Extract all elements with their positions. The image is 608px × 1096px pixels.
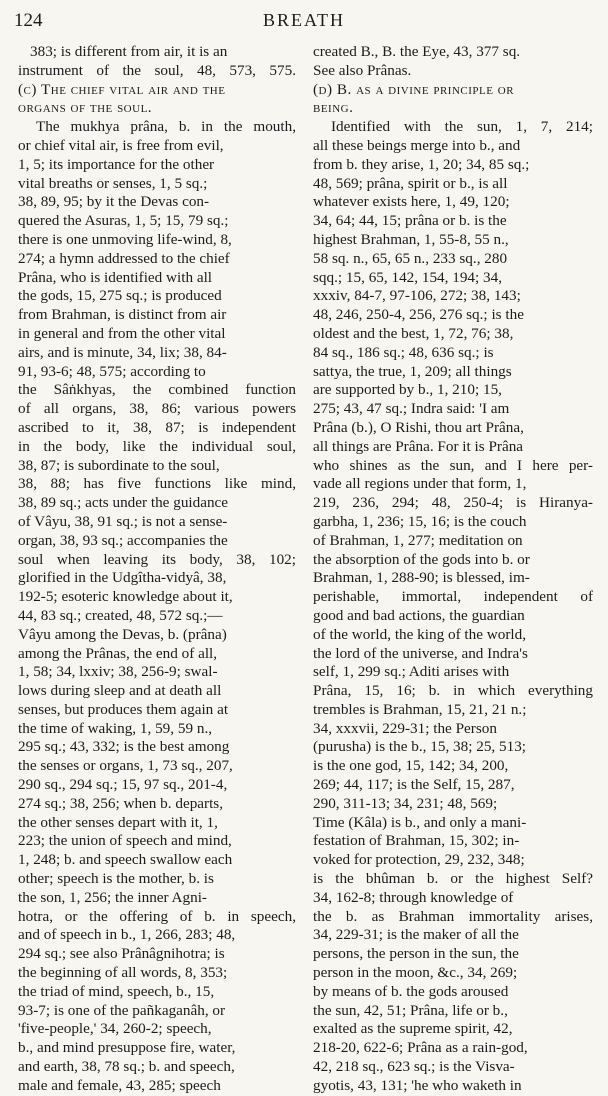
text-line: 1, 5; its importance for the other xyxy=(18,155,215,173)
text-line: the beginning of all words, 8, 353; xyxy=(18,964,228,982)
text-line: 219, 236, 294; 48, 250-4; is Hiranya- xyxy=(313,494,593,512)
text-line: 'five-people,' 34, 260-2; speech, xyxy=(18,1020,212,1038)
text-line: the absorption of the gods into b. or xyxy=(313,550,530,568)
text-line: of the world, the king of the world, xyxy=(313,625,527,643)
text-line: Prâna (b.), O Rishi, thou art Prâna, xyxy=(313,418,524,436)
text-line: in the body, like the individual soul, xyxy=(18,437,296,455)
text-line: 91, 93-6; 48, 575; according to xyxy=(18,362,206,380)
text-line: good and bad actions, the guardian xyxy=(313,606,525,624)
text-line: glorified in the Udgîtha-vidyâ, 38, xyxy=(18,569,227,587)
text-line: vade all regions under that form, 1, xyxy=(313,475,527,493)
text-line: 274; a hymn addressed to the chief xyxy=(18,249,230,267)
text-line: vital breaths or senses, 1, 5 sq.; xyxy=(18,174,208,192)
text-line: soul when leaving its body, 38, 102; xyxy=(18,550,296,568)
text-line: the senses or organs, 1, 73 sq., 207, xyxy=(18,757,233,775)
section-heading-line: being. xyxy=(313,99,354,117)
text-line: 34, 229-31; is the maker of all the xyxy=(313,926,519,944)
text-line: b., and mind presuppose fire, water, xyxy=(18,1039,236,1057)
text-line: created B., B. the Eye, 43, 377 sq. xyxy=(313,43,521,60)
text-line: 275; 43, 47 sq.; Indra said: 'I am xyxy=(313,400,510,418)
text-line: ascribed to it, 38, 87; is independent xyxy=(18,418,296,436)
text-line: 38, 89, 95; by it the Devas con- xyxy=(18,193,210,211)
text-line: the triad of mind, speech, b., 15, xyxy=(18,982,215,1000)
text-line: Prâna, who is identified with all xyxy=(18,268,213,286)
text-line: the son, 1, 256; the inner Agni- xyxy=(18,888,207,906)
text-line: whatever exists here, 1, 49, 120; xyxy=(313,193,510,211)
text-line: 295 sq.; 43, 332; is the best among xyxy=(18,738,230,756)
text-line: 38, 87; is subordinate to the soul, xyxy=(18,456,220,474)
text-line: 192-5; esoteric knowledge about it, xyxy=(18,588,233,606)
text-line: of Brahman, 1, 277; meditation on xyxy=(313,531,523,549)
text-line: and of speech in b., 1, 266, 283; 48, xyxy=(18,926,236,944)
text-line: 44, 83 sq.; created, 48, 572 sq.;— xyxy=(18,606,223,624)
text-line: or chief vital air, is free from evil, xyxy=(18,136,224,154)
text-line: gyotis, 43, 131; 'he who waketh in xyxy=(313,1076,522,1094)
text-line: 84 sq., 186 sq.; 48, 636 sq.; is xyxy=(313,343,494,361)
page-number: 124 xyxy=(14,10,43,31)
text-line: the Sâṅkhyas, the combined function xyxy=(18,381,296,399)
text-line: among the Prânas, the end of all, xyxy=(18,644,218,662)
text-line: Brahman, 1, 288-90; is blessed, im- xyxy=(313,569,530,587)
text-line: from Brahman, is distinct from air xyxy=(18,306,227,324)
text-line: senses, but produces them again at xyxy=(18,700,229,718)
text-line: quered the Asuras, 1, 5; 15, 79 sq.; xyxy=(18,212,229,230)
text-line: oldest and the best, 1, 72, 76; 38, xyxy=(313,324,514,342)
text-line: there is one unmoving life-wind, 8, xyxy=(18,230,232,248)
text-line: 269; 44, 117; is the Self, 15, 287, xyxy=(313,776,515,794)
text-line: is the one god, 15, 142; 34, 200, xyxy=(313,757,509,775)
text-line: male and female, 43, 285; speech xyxy=(18,1076,221,1094)
text-line: 34, 64; 44, 15; prâna or b. is the xyxy=(313,212,507,230)
text-line: 58 sq. n., 65, 65 n., 233 sq., 280 xyxy=(313,249,508,267)
text-line: Time (Kâla) is b., and only a mani- xyxy=(313,813,527,831)
left-column xyxy=(18,43,296,1096)
text-line: 294 sq.; see also Prânâgnihotra; is xyxy=(18,945,225,963)
text-line: self, 1, 299 sq.; Aditi arises with xyxy=(313,663,510,681)
text-line: exalted as the supreme spirit, 42, xyxy=(313,1020,513,1038)
text-line: in general and from the other vital xyxy=(18,324,226,342)
text-line: Identified with the sun, 1, 7, 214; xyxy=(331,118,593,136)
text-line: by means of b. the gods aroused xyxy=(313,982,509,1000)
text-line: voked for protection, 29, 232, 348; xyxy=(313,851,525,869)
text-line: the b. as Brahman immortality arises, xyxy=(313,907,593,925)
text-line: 48, 569; prâna, spirit or b., is all xyxy=(313,174,508,192)
text-line: of all organs, 38, 86; various powers xyxy=(18,400,296,418)
text-line: and earth, 38, 78 sq.; b. and speech, xyxy=(18,1058,235,1076)
section-heading-line: (d) B. as a divine principle or xyxy=(313,80,515,98)
text-line: persons, the person in the sun, the xyxy=(313,945,519,963)
text-line: from b. they arise, 1, 20; 34, 85 sq.; xyxy=(313,155,530,173)
text-line: 93-7; is one of the pañkaganâh, or xyxy=(18,1001,226,1019)
text-line: the time of waking, 1, 59, 59 n., xyxy=(18,719,213,737)
text-line: of Vâyu, 38, 91 sq.; is not a sense- xyxy=(18,512,228,530)
text-line: highest Brahman, 1, 55-8, 55 n., xyxy=(313,230,509,248)
text-line: lows during sleep and at death all xyxy=(18,682,222,700)
text-line: The mukhya prâna, b. in the mouth, xyxy=(36,118,296,136)
text-line: who shines as the sun, and I here per- xyxy=(313,456,593,474)
text-line: trembles is Brahman, 15, 21, 21 n.; xyxy=(313,700,527,718)
text-line: 42, 218 sq., 623 sq.; is the Visva- xyxy=(313,1058,515,1076)
text-line: the gods, 15, 275 sq.; is produced xyxy=(18,287,222,305)
text-line: hotra, or the offering of b. in speech, xyxy=(18,907,296,925)
running-head: BREATH xyxy=(262,10,345,30)
right-column xyxy=(313,43,593,1096)
text-line: 290 sq., 294 sq.; 15, 97 sq., 201-4, xyxy=(18,776,228,794)
text-line: Vâyu among the Devas, b. (prâna) xyxy=(18,625,227,643)
text-line: are supported by b., 1, 210; 15, xyxy=(313,381,502,399)
text-line: the sun, 42, 51; Prâna, life or b., xyxy=(313,1001,508,1019)
text-line: the lord of the universe, and Indra's xyxy=(313,644,528,662)
text-line: all things are Prâna. For it is Prâna xyxy=(313,437,524,455)
text-line: 48, 246, 250-4, 256, 276 sq.; is the xyxy=(313,306,524,324)
text-line: all these beings merge into b., and xyxy=(313,136,521,154)
text-line: 38, 88; has five functions like mind, xyxy=(18,475,296,493)
text-line: sqq.; 15, 65, 142, 154, 194; 34, xyxy=(313,268,503,286)
section-heading-line: (c) The chief vital air and the xyxy=(18,80,226,98)
text-line: 38, 89 sq.; acts under the guidance xyxy=(18,494,229,512)
text-line: organ, 38, 93 sq.; accompanies the xyxy=(18,531,228,549)
text-line: airs, and is minute, 34, lix; 38, 84- xyxy=(18,343,227,361)
text-line: garbha, 1, 236; 15, 16; is the couch xyxy=(313,512,527,530)
text-line: 1, 248; b. and speech swallow each xyxy=(18,851,233,869)
text-line: See also Prânas. xyxy=(313,61,412,79)
text-line: 1, 58; 34, lxxiv; 38, 256-9; swal- xyxy=(18,663,218,681)
text-line: Prâna, 15, 16; b. in which everything xyxy=(313,682,593,700)
text-line: instrument of the soul, 48, 573, 575. xyxy=(18,61,296,79)
text-line: 290, 311-13; 34, 231; 48, 569; xyxy=(313,794,498,812)
page-header xyxy=(14,10,594,34)
text-line: the other senses depart with it, 1, xyxy=(18,813,218,831)
text-line: 223; the union of speech and mind, xyxy=(18,832,232,850)
text-line: other; speech is the mother, b. is xyxy=(18,870,214,888)
text-line: is the bhûman b. or the highest Self? xyxy=(313,870,593,888)
section-heading-line: organs of the soul. xyxy=(18,99,153,117)
text-line: sattya, the true, 1, 209; all things xyxy=(313,362,512,380)
text-line: xxxiv, 84-7, 97-106, 272; 38, 143; xyxy=(313,287,521,305)
text-line: person in the moon, &c., 34, 269; xyxy=(313,964,518,982)
text-line: 34, xxxvii, 229-31; the Person xyxy=(313,719,497,737)
text-line: 274 sq.; 38, 256; when b. departs, xyxy=(18,794,224,812)
text-line: 218-20, 622-6; Prâna as a rain-god, xyxy=(313,1039,528,1057)
text-line: perishable, immortal, independent of xyxy=(313,588,593,606)
text-line: (purusha) is the b., 15, 38; 25, 513; xyxy=(313,738,527,756)
text-line: festation of Brahman, 15, 302; in- xyxy=(313,832,520,850)
text-line: 383; is different from air, it is an xyxy=(30,43,228,60)
text-line: 34, 162-8; through knowledge of xyxy=(313,888,514,906)
